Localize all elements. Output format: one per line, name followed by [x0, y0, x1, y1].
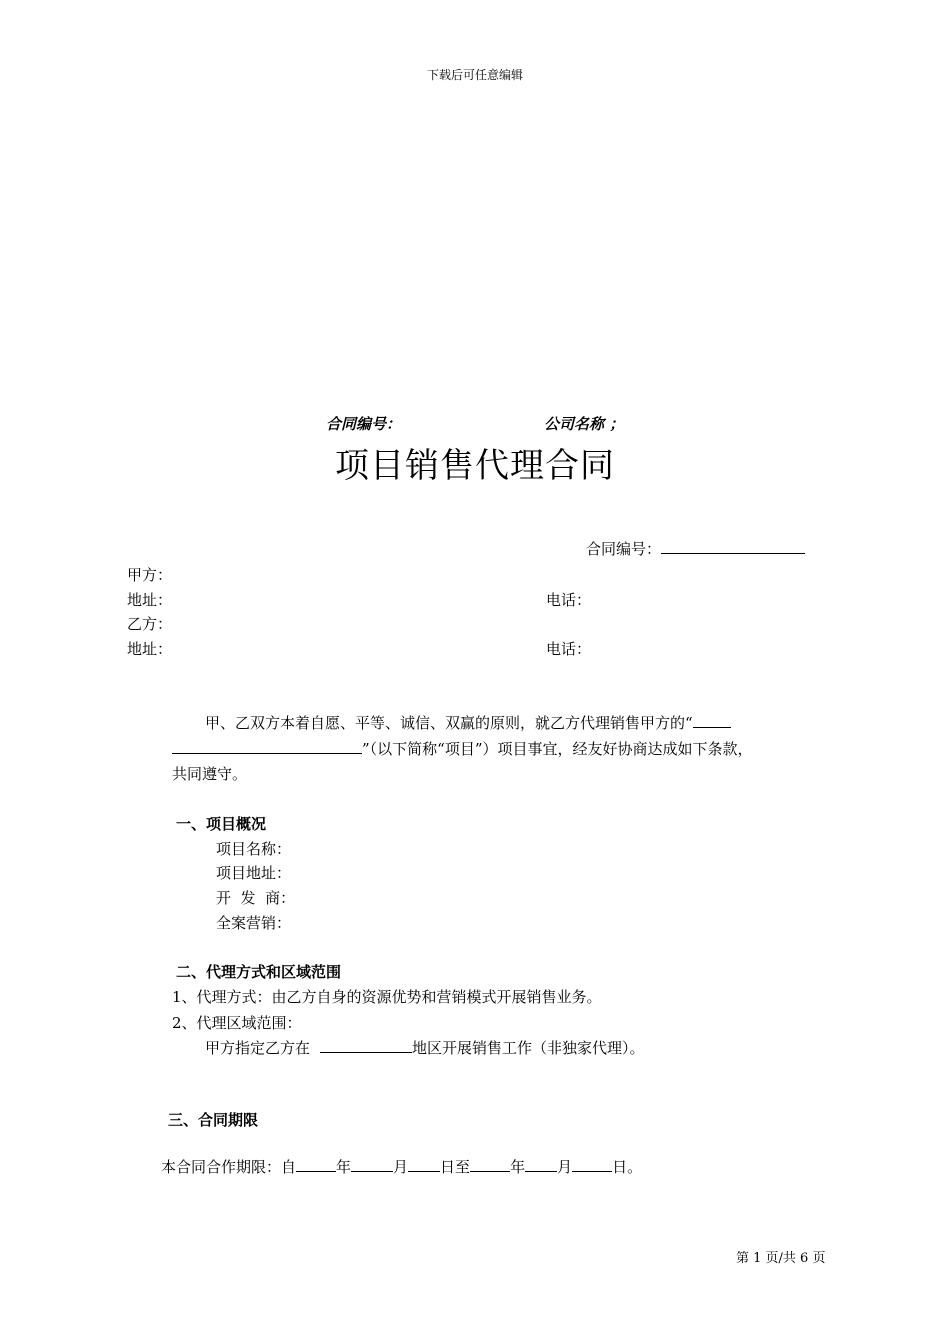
party-a-label: 甲方：	[127, 566, 173, 584]
term-start-month-blank[interactable]	[351, 1157, 393, 1172]
party-a-address: 地址：	[127, 591, 173, 609]
contract-term-line	[161, 1156, 642, 1177]
section1-item-project-name: 项目名称：	[216, 840, 292, 858]
page-footer: 第 1 页/共 6 页	[736, 1251, 826, 1266]
contract-no-right-label: 合同编号：	[586, 540, 662, 558]
term-month-1: 月	[393, 1158, 409, 1176]
section2-region-line	[205, 1037, 645, 1058]
intro-text-1: 甲、乙双方本着自愿、平等、诚信、双赢的原则，就乙方代理销售甲方的“	[205, 714, 693, 732]
term-end-month-blank[interactable]	[525, 1157, 557, 1172]
region-text-pre: 甲方指定乙方在	[205, 1039, 311, 1057]
term-start-year-blank[interactable]	[296, 1157, 336, 1172]
region-text-post: 地区开展销售工作（非独家代理）。	[412, 1039, 645, 1057]
meta-contract-no-label: 合同编号：	[326, 415, 402, 433]
section1-item-marketing: 全案营销：	[216, 914, 292, 932]
term-day-2: 日。	[612, 1158, 643, 1176]
term-month-2: 月	[557, 1158, 573, 1176]
contract-no-right	[586, 538, 805, 559]
term-day-1: 日至	[440, 1158, 471, 1176]
party-b-address: 地址：	[127, 640, 173, 658]
party-b-label: 乙方：	[127, 615, 173, 633]
intro-line-2	[172, 738, 753, 759]
term-end-year-blank[interactable]	[470, 1157, 510, 1172]
header-note: 下载后可任意编辑	[426, 68, 523, 82]
section2-item-1: 1、代理方式：由乙方自身的资源优势和营销模式开展销售业务。	[172, 988, 602, 1006]
term-year-2: 年	[510, 1158, 526, 1176]
section2-heading: 二、代理方式和区域范围	[176, 963, 342, 981]
term-prefix: 本合同合作期限：自	[161, 1158, 297, 1176]
section2-item-2: 2、代理区域范围：	[172, 1014, 302, 1032]
party-a-phone: 电话：	[546, 591, 592, 609]
project-name-blank-2[interactable]	[172, 739, 362, 754]
term-year-1: 年	[336, 1158, 352, 1176]
section1-item-project-address: 项目地址：	[216, 864, 292, 882]
party-b-phone: 电话：	[546, 640, 592, 658]
section3-heading: 三、合同期限	[168, 1111, 259, 1129]
contract-no-blank[interactable]	[661, 539, 805, 554]
term-end-day-blank[interactable]	[572, 1157, 612, 1172]
intro-line-1	[205, 712, 731, 733]
term-start-day-blank[interactable]	[408, 1157, 440, 1172]
project-name-blank-1[interactable]	[693, 713, 731, 728]
section1-item-developer: 开 发 商：	[216, 889, 296, 907]
document-title: 项目销售代理合同	[335, 446, 615, 486]
intro-line-3: 共同遵守。	[172, 765, 248, 783]
meta-company-label: 公司名称 ；	[544, 415, 625, 433]
region-blank[interactable]	[320, 1038, 412, 1053]
intro-text-2: ”（以下简称“项目”）项目事宜，经友好协商达成如下条款，	[362, 740, 753, 758]
section1-heading: 一、项目概况	[176, 815, 267, 833]
